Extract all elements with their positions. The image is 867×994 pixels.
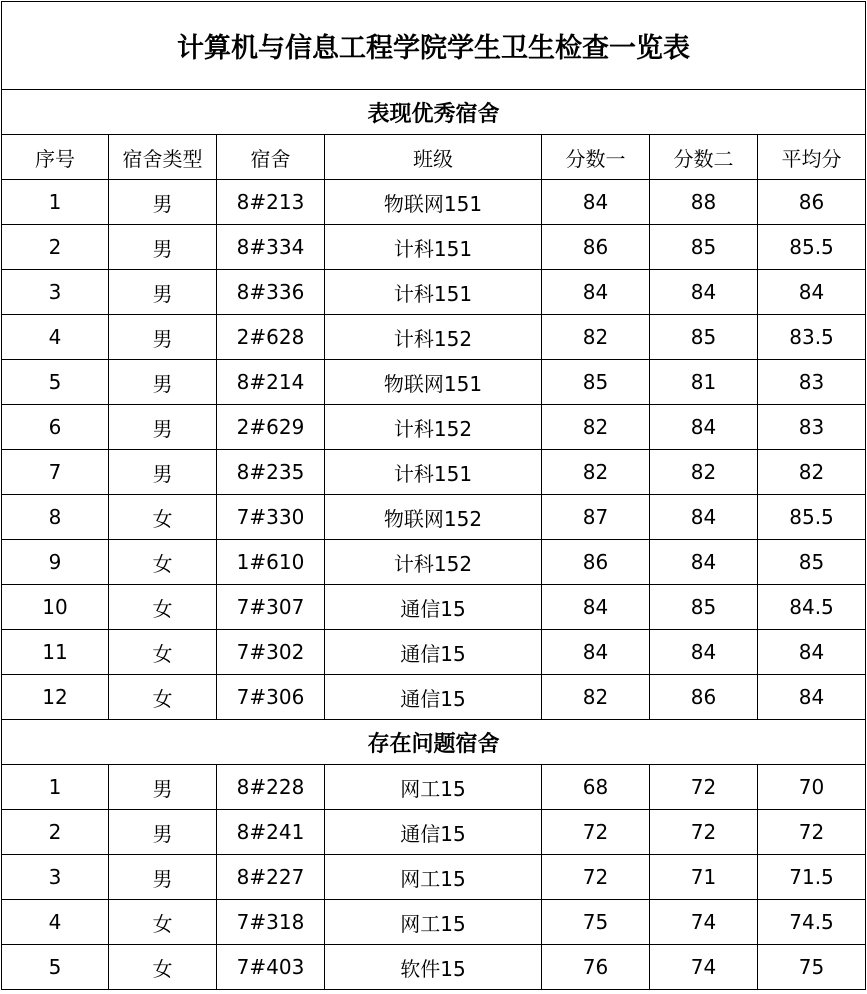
column-header-average: 平均分 (758, 135, 866, 180)
column-header-dorm: 宿舍 (217, 135, 325, 180)
cell-dorm-type: 女 (109, 495, 217, 540)
header-row (2, 135, 866, 180)
cell-class: 通信15 (325, 630, 542, 675)
cell-class: 通信15 (325, 810, 542, 855)
cell-score-two: 84 (650, 405, 758, 450)
section-row (2, 90, 866, 135)
cell-average: 84 (758, 630, 866, 675)
cell-score-one: 82 (542, 315, 650, 360)
cell-average: 70 (758, 765, 866, 810)
cell-score-one: 86 (542, 225, 650, 270)
cell-class: 网工15 (325, 855, 542, 900)
column-header-score-two: 分数二 (650, 135, 758, 180)
cell-serial: 5 (2, 945, 109, 990)
cell-score-one: 72 (542, 855, 650, 900)
cell-score-two: 88 (650, 180, 758, 225)
cell-dorm: 2#629 (217, 405, 325, 450)
table-row (2, 540, 866, 585)
cell-score-two: 84 (650, 540, 758, 585)
cell-average: 85.5 (758, 495, 866, 540)
cell-average: 86 (758, 180, 866, 225)
cell-dorm-type: 男 (109, 765, 217, 810)
cell-score-one: 84 (542, 180, 650, 225)
cell-class: 计科151 (325, 225, 542, 270)
cell-serial: 12 (2, 675, 109, 720)
page-title: 计算机与信息工程学院学生卫生检查一览表 (2, 2, 866, 90)
cell-serial: 2 (2, 225, 109, 270)
column-header-serial: 序号 (2, 135, 109, 180)
cell-average: 83 (758, 360, 866, 405)
cell-dorm-type: 男 (109, 225, 217, 270)
cell-dorm-type: 男 (109, 315, 217, 360)
cell-dorm-type: 男 (109, 810, 217, 855)
cell-serial: 4 (2, 315, 109, 360)
cell-dorm: 2#628 (217, 315, 325, 360)
cell-score-one: 82 (542, 405, 650, 450)
cell-serial: 7 (2, 450, 109, 495)
section-title: 表现优秀宿舍 (2, 90, 866, 135)
cell-serial: 9 (2, 540, 109, 585)
column-header-score-one: 分数一 (542, 135, 650, 180)
cell-dorm-type: 男 (109, 180, 217, 225)
cell-score-two: 81 (650, 360, 758, 405)
cell-score-two: 84 (650, 270, 758, 315)
cell-serial: 5 (2, 360, 109, 405)
cell-dorm: 8#334 (217, 225, 325, 270)
cell-score-two: 82 (650, 450, 758, 495)
cell-dorm-type: 女 (109, 585, 217, 630)
cell-average: 83.5 (758, 315, 866, 360)
cell-dorm-type: 女 (109, 630, 217, 675)
cell-class: 通信15 (325, 675, 542, 720)
table-row (2, 675, 866, 720)
cell-class: 网工15 (325, 765, 542, 810)
cell-score-two: 85 (650, 225, 758, 270)
cell-serial: 1 (2, 180, 109, 225)
cell-class: 计科151 (325, 270, 542, 315)
cell-class: 物联网151 (325, 360, 542, 405)
cell-dorm: 8#228 (217, 765, 325, 810)
cell-score-one: 82 (542, 450, 650, 495)
cell-average: 85 (758, 540, 866, 585)
cell-average: 74.5 (758, 900, 866, 945)
cell-score-one: 84 (542, 270, 650, 315)
cell-score-one: 76 (542, 945, 650, 990)
cell-class: 物联网152 (325, 495, 542, 540)
cell-serial: 2 (2, 810, 109, 855)
table-row (2, 630, 866, 675)
table-row (2, 450, 866, 495)
cell-dorm: 8#213 (217, 180, 325, 225)
cell-dorm: 8#214 (217, 360, 325, 405)
cell-serial: 4 (2, 900, 109, 945)
cell-dorm: 1#610 (217, 540, 325, 585)
cell-dorm: 7#307 (217, 585, 325, 630)
cell-class: 计科152 (325, 315, 542, 360)
cell-class: 软件15 (325, 945, 542, 990)
table-row (2, 945, 866, 990)
cell-score-one: 85 (542, 360, 650, 405)
cell-dorm-type: 男 (109, 360, 217, 405)
cell-score-one: 84 (542, 585, 650, 630)
title-row (2, 2, 866, 90)
cell-score-two: 71 (650, 855, 758, 900)
cell-class: 网工15 (325, 900, 542, 945)
cell-serial: 1 (2, 765, 109, 810)
cell-score-two: 84 (650, 630, 758, 675)
table-row (2, 270, 866, 315)
table-row (2, 405, 866, 450)
cell-dorm-type: 女 (109, 900, 217, 945)
cell-dorm: 7#306 (217, 675, 325, 720)
table-row (2, 360, 866, 405)
cell-serial: 10 (2, 585, 109, 630)
section-row (2, 720, 866, 765)
cell-average: 72 (758, 810, 866, 855)
cell-score-two: 72 (650, 810, 758, 855)
column-header-class: 班级 (325, 135, 542, 180)
table-row (2, 765, 866, 810)
table-row (2, 810, 866, 855)
cell-serial: 11 (2, 630, 109, 675)
cell-dorm: 7#403 (217, 945, 325, 990)
cell-dorm: 8#336 (217, 270, 325, 315)
cell-serial: 6 (2, 405, 109, 450)
cell-average: 82 (758, 450, 866, 495)
cell-dorm: 8#241 (217, 810, 325, 855)
cell-serial: 8 (2, 495, 109, 540)
cell-score-two: 85 (650, 315, 758, 360)
cell-average: 84.5 (758, 585, 866, 630)
cell-dorm-type: 女 (109, 540, 217, 585)
cell-class: 计科151 (325, 450, 542, 495)
cell-class: 通信15 (325, 585, 542, 630)
cell-average: 83 (758, 405, 866, 450)
section-title: 存在问题宿舍 (2, 720, 866, 765)
cell-score-one: 68 (542, 765, 650, 810)
cell-class: 物联网151 (325, 180, 542, 225)
cell-score-two: 84 (650, 495, 758, 540)
cell-score-one: 72 (542, 810, 650, 855)
cell-score-two: 72 (650, 765, 758, 810)
cell-average: 84 (758, 675, 866, 720)
cell-score-one: 86 (542, 540, 650, 585)
cell-average: 71.5 (758, 855, 866, 900)
cell-dorm: 8#235 (217, 450, 325, 495)
cell-score-two: 86 (650, 675, 758, 720)
cell-dorm: 7#302 (217, 630, 325, 675)
cell-average: 85.5 (758, 225, 866, 270)
cell-score-two: 74 (650, 900, 758, 945)
cell-dorm-type: 男 (109, 405, 217, 450)
table-row (2, 585, 866, 630)
cell-score-one: 87 (542, 495, 650, 540)
cell-dorm: 8#227 (217, 855, 325, 900)
cell-dorm-type: 男 (109, 855, 217, 900)
cell-score-two: 74 (650, 945, 758, 990)
cell-dorm-type: 女 (109, 675, 217, 720)
column-header-dorm-type: 宿舍类型 (109, 135, 217, 180)
cell-dorm-type: 女 (109, 945, 217, 990)
cell-class: 计科152 (325, 540, 542, 585)
table-row (2, 180, 866, 225)
cell-dorm-type: 男 (109, 270, 217, 315)
cell-score-two: 85 (650, 585, 758, 630)
table-row (2, 225, 866, 270)
cell-class: 计科152 (325, 405, 542, 450)
table-row (2, 495, 866, 540)
cell-dorm-type: 男 (109, 450, 217, 495)
table-row (2, 315, 866, 360)
cell-average: 75 (758, 945, 866, 990)
table-row (2, 900, 866, 945)
cell-serial: 3 (2, 270, 109, 315)
cell-score-one: 82 (542, 675, 650, 720)
hygiene-inspection-table (1, 1, 866, 990)
cell-score-one: 75 (542, 900, 650, 945)
table-row (2, 855, 866, 900)
cell-dorm: 7#318 (217, 900, 325, 945)
cell-dorm: 7#330 (217, 495, 325, 540)
cell-score-one: 84 (542, 630, 650, 675)
cell-average: 84 (758, 270, 866, 315)
cell-serial: 3 (2, 855, 109, 900)
